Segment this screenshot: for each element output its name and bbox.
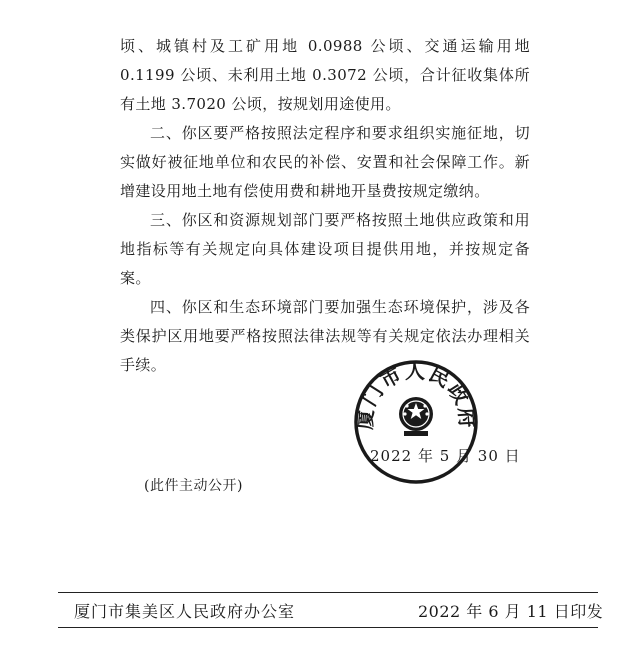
paragraph-item-3: 三、你区和资源规划部门要严格按照土地供应政策和用地指标等有关规定向具体建设项目提供用地，并按规定备案。 [120,211,530,287]
issue-date: 2022 年 5 月 30 日 [370,447,521,465]
seal-text: 厦门市人民政府 [352,359,480,431]
public-disclosure-note: (此件主动公开) [144,478,243,494]
footer-top-rule [58,592,598,593]
paragraph-item-4: 四、你区和生态环境部门要加强生态环境保护，涉及各类保护区用地要严格按照法律法规等有关规定依法办理相关手续。 [120,298,530,374]
issuing-office: 厦门市集美区人民政府办公室 [74,602,296,621]
official-seal-icon [352,358,480,486]
footer-bottom-rule [58,627,598,628]
paragraph-item-2: 二、你区要严格按照法定程序和要求组织实施征地，切实做好被征地单位和农民的补偿、安置和社会保障工作。新增建设用地土地有偿使用费和耕地开垦费按规定缴纳。 [120,124,530,200]
print-date: 2022 年 6 月 11 日印发 [418,602,604,621]
paragraph-continuation: 顷、城镇村及工矿用地 0.0988 公顷、交通运输用地 0.1199 公顷、未利用土地 0.3072 公顷，合计征收集体所有土地 3.7020 公顷，按规划用途使用。 [120,37,530,113]
document-body [120,32,530,380]
